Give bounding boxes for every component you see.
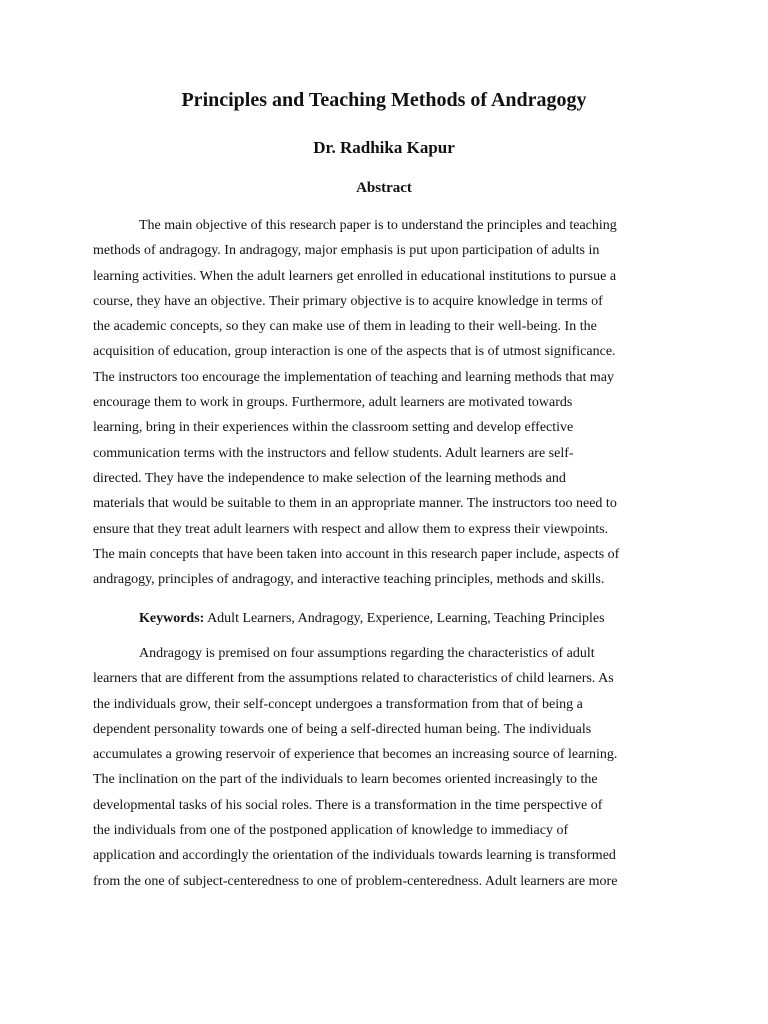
text-line: The instructors too encourage the implementation of teaching and learning methods that may [93, 369, 614, 385]
text-line: Andragogy is premised on four assumptions regarding the characteristics of adult [139, 646, 595, 661]
text-line: the individuals grow, their self-concept undergoes a transformation from that of being a [93, 696, 583, 712]
text-line: learners that are different from the assumptions related to characteristics of child learners. As [93, 671, 614, 687]
text-line: application and accordingly the orientation of the individuals towards learning is transformed [93, 848, 616, 864]
text-line: course, they have an objective. Their primary objective is to acquire knowledge in terms of [93, 293, 603, 309]
text-line: acquisition of education, group interaction is one of the aspects that is of utmost significance. [93, 344, 616, 360]
text-line: accumulates a growing reservoir of experience that becomes an increasing source of learning. [93, 747, 618, 763]
text-line: from the one of subject-centeredness to one of problem-centeredness. Adult learners are more [93, 873, 618, 889]
text-line: the academic concepts, so they can make use of them in leading to their well-being. In the [93, 319, 597, 335]
text-line: ensure that they treat adult learners with respect and allow them to express their viewpoints. [93, 521, 609, 537]
text-line: The main objective of this research paper is to understand the principles and teaching [139, 218, 617, 233]
text-line: The inclination on the part of the individuals to learn becomes oriented increasingly to the [93, 772, 598, 788]
text-line: directed. They have the independence to make selection of the learning methods and [93, 470, 566, 486]
keywords-label: Keywords: [139, 611, 205, 626]
author-name: Dr. Radhika Kapur [313, 138, 455, 157]
text-line: The main concepts that have been taken into account in this research paper include, aspects of [93, 546, 620, 562]
keywords-text: Adult Learners, Andragogy, Experience, Learning, Teaching Principles [207, 611, 605, 626]
text-line: learning, bring in their experiences within the classroom setting and develop effective [93, 420, 574, 436]
text-line: communication terms with the instructors and fellow students. Adult learners are self- [93, 445, 574, 461]
text-line: dependent personality towards one of being a self-directed human being. The individuals [93, 721, 592, 737]
text-line: the individuals from one of the postponed application of knowledge to immediacy of [93, 823, 569, 839]
text-line: encourage them to work in groups. Furthermore, adult learners are motivated towards [93, 395, 573, 411]
abstract-heading: Abstract [356, 180, 412, 196]
abstract-paragraph [93, 213, 673, 592]
text-line: materials that would be suitable to them in an appropriate manner. The instructors too need to [93, 496, 617, 512]
paper-title: Principles and Teaching Methods of Andragogy [181, 89, 587, 111]
introduction-paragraph [93, 641, 673, 894]
text-line: developmental tasks of his social roles. There is a transformation in the time perspective of [93, 797, 603, 813]
text-line: learning activities. When the adult learners get enrolled in educational institutions to pursue a [93, 268, 617, 284]
keywords-line [139, 606, 605, 631]
text-line: methods of andragogy. In andragogy, major emphasis is put upon participation of adults in [93, 243, 600, 259]
text-line: andragogy, principles of andragogy, and interactive teaching principles, methods and skills. [93, 572, 605, 588]
